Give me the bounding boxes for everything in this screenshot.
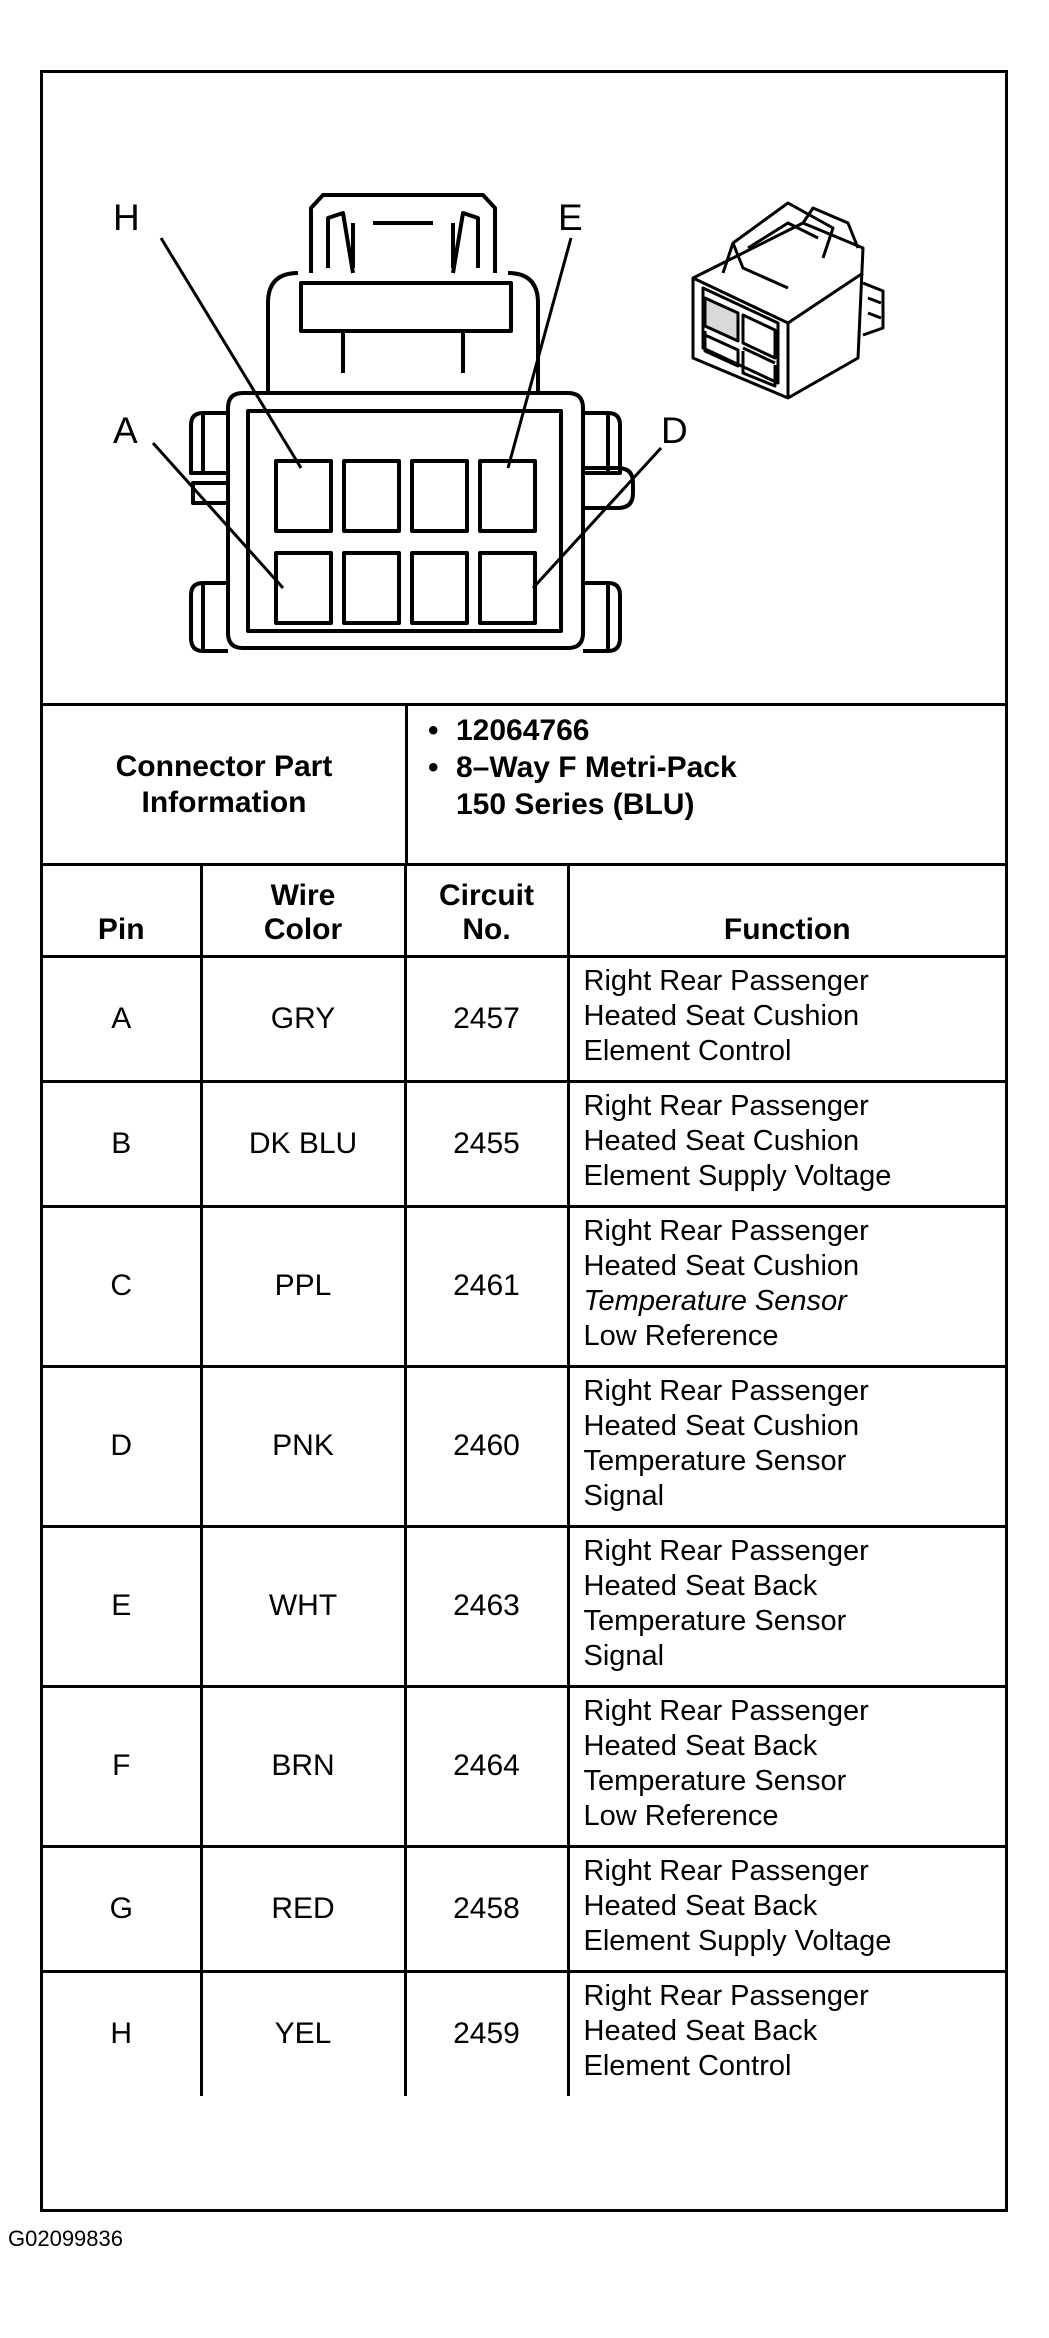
table-row: [43, 1846, 1005, 1971]
header-pin: Pin: [43, 866, 201, 956]
part-info-label: [43, 706, 408, 863]
cavity-e: [276, 461, 331, 531]
header-circuit-line1: Circuit: [438, 878, 534, 912]
figure-id: G02099836: [8, 2226, 123, 2251]
callout-e: E: [558, 197, 583, 238]
connector-diagram: [43, 73, 1005, 706]
callout-h: H: [113, 197, 140, 238]
function-line: Right Rear Passenger: [583, 1214, 869, 1247]
function-cell: [568, 956, 1005, 1081]
wire-color-cell: YEL: [201, 1971, 405, 2096]
table-header-row: [43, 866, 1005, 956]
function-line: Signal: [583, 1639, 665, 1672]
part-number-item: [408, 712, 998, 749]
part-info-values: [408, 712, 998, 823]
table-row: [43, 1081, 1005, 1206]
circuit-cell: 2455: [405, 1081, 568, 1206]
function-line: Right Rear Passenger: [583, 1374, 869, 1407]
function-line: Right Rear Passenger: [583, 964, 869, 997]
housing-outline: [228, 393, 583, 648]
function-line: Right Rear Passenger: [583, 1854, 869, 1887]
part-number: 12064766: [456, 714, 590, 747]
function-cell: [568, 1366, 1005, 1526]
callout-d: D: [661, 410, 688, 451]
pin-cell: E: [43, 1526, 201, 1686]
function-cell: [568, 1081, 1005, 1206]
circuit-cell: 2457: [405, 956, 568, 1081]
table-row: [43, 1366, 1005, 1526]
latch-bar: [301, 283, 511, 331]
cavity-h: [480, 461, 535, 531]
circuit-cell: 2464: [405, 1686, 568, 1846]
connector-type-line1: 8–Way F Metri-Pack: [456, 751, 737, 784]
wire-color-cell: PNK: [201, 1366, 405, 1526]
header-function: Function: [568, 866, 1005, 956]
connector-sheet: [40, 70, 1008, 2212]
circuit-cell: 2458: [405, 1846, 568, 1971]
pin-cell: A: [43, 956, 201, 1081]
function-cell: [568, 1206, 1005, 1366]
header-wire-line2: Color: [263, 912, 343, 946]
connector-type-line2: 150 Series (BLU): [456, 788, 695, 821]
function-line: Temperature Sensor: [583, 1764, 847, 1797]
cavity-a: [276, 553, 331, 623]
function-line: Signal: [583, 1479, 665, 1512]
function-line: Low Reference: [583, 1799, 779, 1832]
pin-cell: C: [43, 1206, 201, 1366]
pin-cell: G: [43, 1846, 201, 1971]
table-row: [43, 1971, 1005, 2096]
connector-face-drawing: [43, 73, 1005, 703]
wire-color-cell: GRY: [201, 956, 405, 1081]
wire-color-cell: DK BLU: [201, 1081, 405, 1206]
table-row: [43, 1526, 1005, 1686]
circuit-cell: 2459: [405, 1971, 568, 2096]
function-line: Heated Seat Cushion: [583, 999, 860, 1032]
bullet-icon: •: [428, 751, 439, 784]
pin-cell: F: [43, 1686, 201, 1846]
function-line: Temperature Sensor: [583, 1284, 847, 1317]
header-wire-color: [201, 866, 405, 956]
callout-a: A: [113, 410, 138, 451]
pin-cell: B: [43, 1081, 201, 1206]
circuit-cell: 2461: [405, 1206, 568, 1366]
function-line: Temperature Sensor: [583, 1604, 847, 1637]
function-line: Right Rear Passenger: [583, 1979, 869, 2012]
part-info-label-line1: Connector Part: [115, 749, 333, 783]
function-line: Heated Seat Back: [583, 1889, 818, 1922]
function-line: Element Control: [583, 2049, 792, 2082]
table-row: [43, 1686, 1005, 1846]
function-line: Heated Seat Cushion: [583, 1409, 860, 1442]
part-info-label-line2: Information: [141, 785, 307, 819]
connector-type-item: [408, 749, 998, 823]
header-circuit-line2: No.: [462, 912, 511, 946]
function-cell: [568, 1526, 1005, 1686]
wire-color-cell: RED: [201, 1846, 405, 1971]
table-row: [43, 956, 1005, 1081]
function-line: Heated Seat Back: [583, 2014, 818, 2047]
function-line: Right Rear Passenger: [583, 1534, 869, 1567]
function-cell: [568, 1971, 1005, 2096]
function-line: Element Supply Voltage: [583, 1159, 892, 1192]
leader-h: [161, 238, 301, 468]
connector-iso-drawing: [693, 203, 883, 398]
function-line: Heated Seat Back: [583, 1569, 818, 1602]
circuit-cell: 2463: [405, 1526, 568, 1686]
table-row: [43, 1206, 1005, 1366]
wire-color-cell: PPL: [201, 1206, 405, 1366]
function-line: Temperature Sensor: [583, 1444, 847, 1477]
function-line: Heated Seat Cushion: [583, 1124, 860, 1157]
circuit-cell: 2460: [405, 1366, 568, 1526]
latch-outline: [311, 195, 495, 273]
pinout-table: [43, 866, 1005, 2096]
function-line: Element Supply Voltage: [583, 1924, 892, 1957]
bullet-icon: •: [428, 714, 439, 747]
function-line: Heated Seat Cushion: [583, 1249, 860, 1282]
cavity-d: [480, 553, 535, 623]
function-line: Element Control: [583, 1034, 792, 1067]
pin-cell: H: [43, 1971, 201, 2096]
wire-color-cell: BRN: [201, 1686, 405, 1846]
pin-cell: D: [43, 1366, 201, 1526]
header-wire-line1: Wire: [270, 878, 336, 912]
wire-color-cell: WHT: [201, 1526, 405, 1686]
function-cell: [568, 1846, 1005, 1971]
connector-part-info: [43, 706, 1005, 866]
function-line: Low Reference: [583, 1319, 779, 1352]
function-cell: [568, 1686, 1005, 1846]
header-circuit: [405, 866, 568, 956]
function-line: Right Rear Passenger: [583, 1694, 869, 1727]
function-line: Heated Seat Back: [583, 1729, 818, 1762]
function-line: Right Rear Passenger: [583, 1089, 869, 1122]
leader-a: [153, 443, 283, 588]
